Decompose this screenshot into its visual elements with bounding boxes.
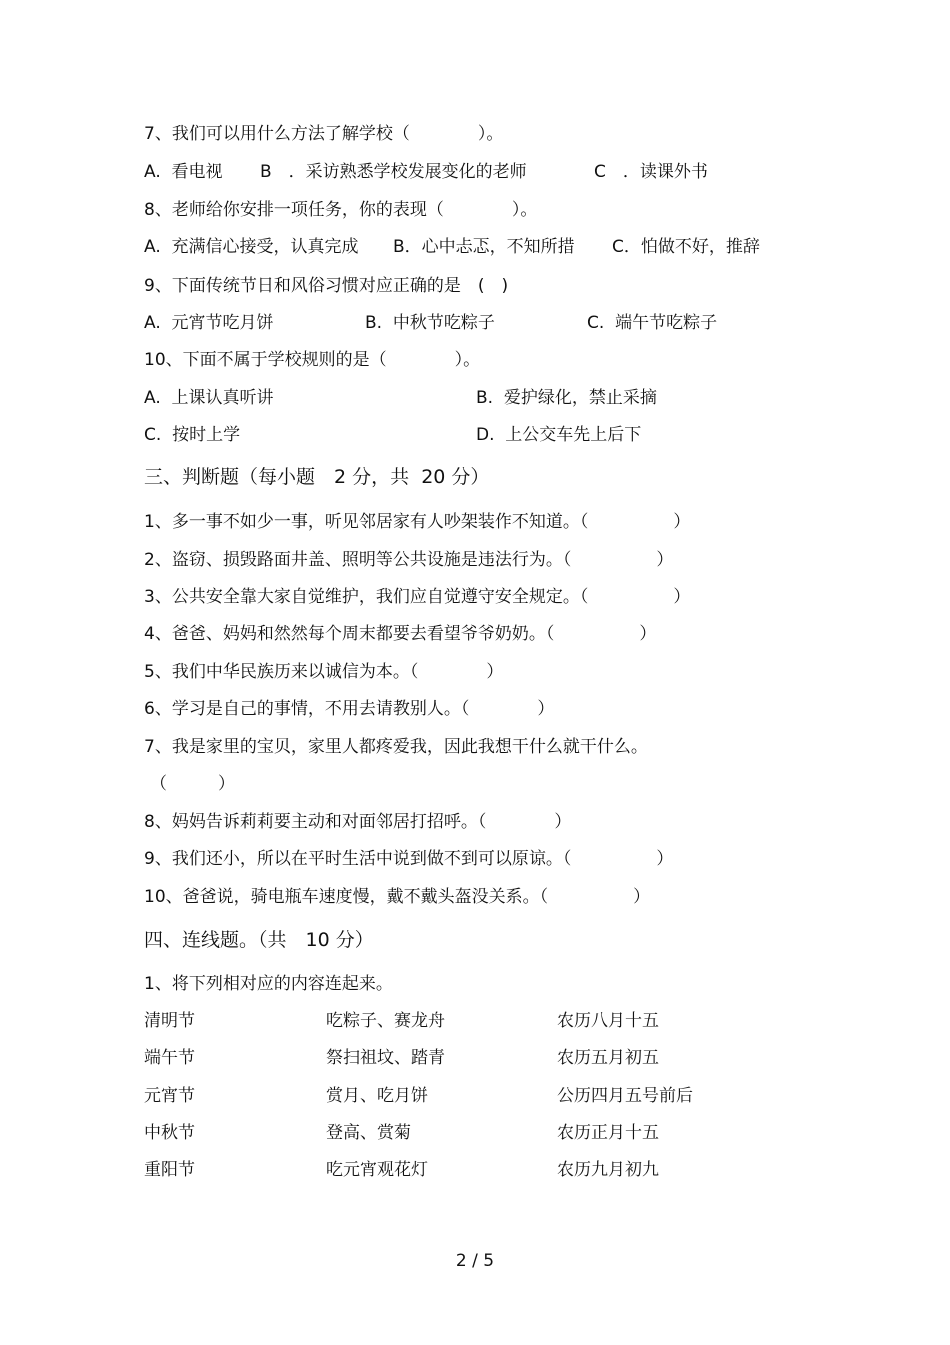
festival-custom: 祭扫祖坟、踏青 <box>326 1048 445 1068</box>
festival-name: 中秋节 <box>144 1123 195 1143</box>
festival-date: 农历八月十五 <box>557 1011 659 1031</box>
judge-item: 5、我们中华民族历来以诚信为本。（ ） <box>144 662 504 682</box>
q10-option-a: A. 上课认真听讲 <box>144 388 274 408</box>
question-7-stem: 7、我们可以用什么方法了解学校（ ）。 <box>144 124 504 144</box>
question-8-stem: 8、老师给你安排一项任务，你的表现（ ）。 <box>144 200 538 220</box>
page-number: 2 / 5 <box>455 1251 495 1271</box>
section-4-title: 四、连线题。（共 10 分） <box>144 929 374 951</box>
festival-name: 元宵节 <box>144 1086 195 1106</box>
judge-item: 2、盗窃、损毁路面井盖、照明等公共设施是违法行为。（ ） <box>144 550 674 570</box>
festival-date: 农历正月十五 <box>557 1123 659 1143</box>
judge-item: 3、公共安全靠大家自觉维护，我们应自觉遵守安全规定。（ ） <box>144 587 691 607</box>
q8-option-c: C．怕做不好，推辞 <box>612 237 760 257</box>
matching-instruction: 1、将下列相对应的内容连起来。 <box>144 974 393 994</box>
judge-item: 10、爸爸说，骑电瓶车速度慢，戴不戴头盔没关系。（ ） <box>144 887 651 907</box>
q8-option-a: A. 充满信心接受，认真完成 <box>144 237 359 257</box>
q9-option-b: B. 中秋节吃粽子 <box>365 313 495 333</box>
q9-option-c: C. 端午节吃粽子 <box>587 313 718 333</box>
festival-custom: 赏月、吃月饼 <box>326 1086 428 1106</box>
festival-name: 重阳节 <box>144 1160 195 1180</box>
q7-option-b: B ．采访熟悉学校发展变化的老师 <box>260 162 527 182</box>
q10-option-b: B. 爱护绿化，禁止采摘 <box>476 388 657 408</box>
festival-date: 农历九月初九 <box>557 1160 659 1180</box>
festival-custom: 吃元宵观花灯 <box>326 1160 428 1180</box>
q10-option-d: D. 上公交车先上后下 <box>476 425 642 445</box>
festival-name: 端午节 <box>144 1048 195 1068</box>
judge-item: 8、妈妈告诉莉莉要主动和对面邻居打招呼。（ ） <box>144 812 572 832</box>
judge-item-continuation: （ ） <box>150 774 235 794</box>
question-10-stem: 10、下面不属于学校规则的是（ ）。 <box>144 350 481 370</box>
judge-item: 6、学习是自己的事情，不用去请教别人。（ ） <box>144 699 555 719</box>
q10-option-c: C. 按时上学 <box>144 425 241 445</box>
festival-name: 清明节 <box>144 1011 195 1031</box>
judge-item: 4、爸爸、妈妈和然然每个周末都要去看望爷爷奶奶。（ ） <box>144 624 657 644</box>
q9-option-a: A. 元宵节吃月饼 <box>144 313 274 333</box>
festival-date: 农历五月初五 <box>557 1048 659 1068</box>
festival-custom: 登高、赏菊 <box>326 1123 411 1143</box>
section-3-title: 三、判断题（每小题 2 分，共 20 分） <box>144 466 490 488</box>
judge-item: 7、我是家里的宝贝，家里人都疼爱我，因此我想干什么就干什么。 <box>144 737 648 757</box>
q7-option-c: C ．读课外书 <box>594 162 708 182</box>
q7-option-a: A. 看电视 <box>144 162 223 182</box>
festival-custom: 吃粽子、赛龙舟 <box>326 1011 445 1031</box>
festival-date: 公历四月五号前后 <box>557 1086 693 1106</box>
judge-item: 9、我们还小，所以在平时生活中说到做不到可以原谅。（ ） <box>144 849 674 869</box>
judge-item: 1、多一事不如少一事，听见邻居家有人吵架装作不知道。（ ） <box>144 512 691 532</box>
question-9-stem: 9、下面传统节日和风俗习惯对应正确的是 ( ) <box>144 276 509 296</box>
q8-option-b: B．心中忐忑，不知所措 <box>393 237 575 257</box>
